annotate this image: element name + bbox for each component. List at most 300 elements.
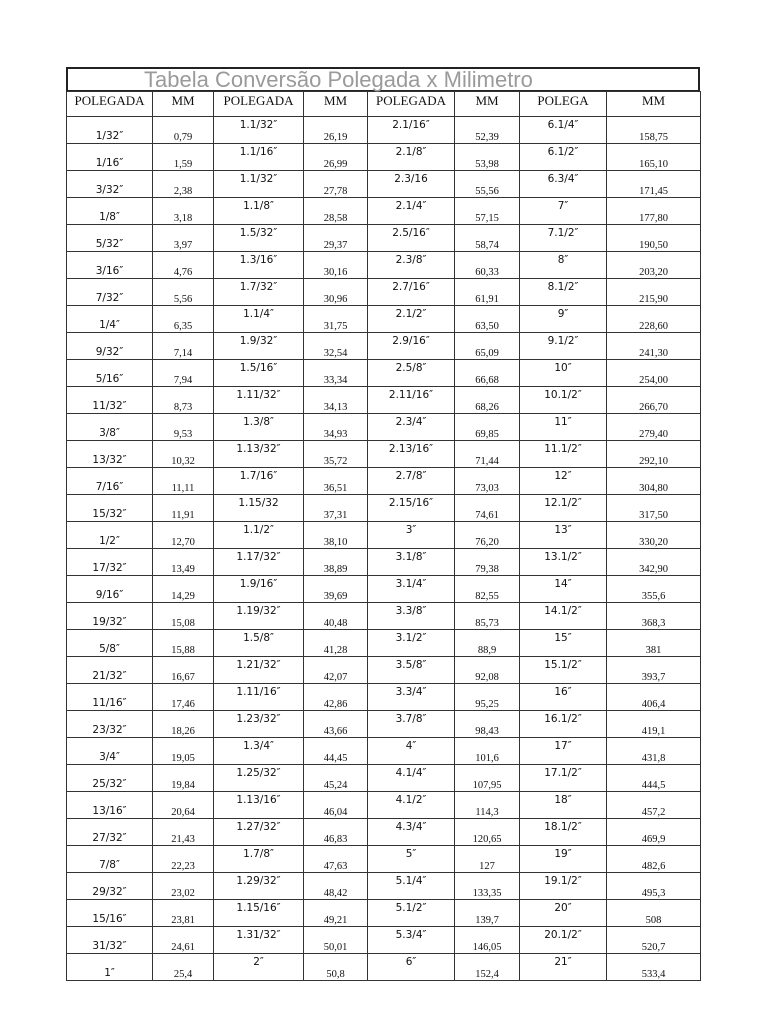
inch-cell: 19/32″: [67, 603, 153, 630]
mm-cell: 11,11: [153, 468, 214, 495]
mm-cell: 28,58: [304, 198, 368, 225]
mm-cell: 18,26: [153, 711, 214, 738]
mm-cell: 431,8: [607, 738, 701, 765]
mm-cell: 146,05: [455, 927, 520, 954]
table-row: [67, 846, 701, 873]
inch-cell: 1/2″: [67, 522, 153, 549]
mm-cell: 50,01: [304, 927, 368, 954]
inch-cell: 9/32″: [67, 333, 153, 360]
inch-cell: 1.1/2″: [214, 522, 304, 549]
mm-cell: 66,68: [455, 360, 520, 387]
mm-cell: 68,26: [455, 387, 520, 414]
mm-cell: 3,18: [153, 198, 214, 225]
mm-cell: 3,97: [153, 225, 214, 252]
inch-cell: 10.1/2″: [520, 387, 607, 414]
inch-cell: 7/32″: [67, 279, 153, 306]
header-row: [67, 92, 701, 117]
mm-cell: 21,43: [153, 819, 214, 846]
table-row: [67, 306, 701, 333]
inch-cell: 16.1/2″: [520, 711, 607, 738]
table-row: [67, 738, 701, 765]
mm-cell: 13,49: [153, 549, 214, 576]
mm-cell: 25,4: [153, 954, 214, 981]
inch-cell: 3.7/8″: [368, 711, 455, 738]
page-title: Tabela Conversão Polegada x Milimetro: [144, 67, 533, 92]
inch-cell: 5.1/4″: [368, 873, 455, 900]
inch-cell: 17.1/2″: [520, 765, 607, 792]
mm-cell: 368,3: [607, 603, 701, 630]
mm-cell: 33,34: [304, 360, 368, 387]
inch-cell: 7.1/2″: [520, 225, 607, 252]
inch-cell: 1.5/32″: [214, 225, 304, 252]
inch-cell: 2.1/2″: [368, 306, 455, 333]
mm-cell: 45,24: [304, 765, 368, 792]
mm-cell: 61,91: [455, 279, 520, 306]
mm-cell: 444,5: [607, 765, 701, 792]
mm-cell: 38,89: [304, 549, 368, 576]
inch-cell: 4.1/4″: [368, 765, 455, 792]
table-row: [67, 522, 701, 549]
inch-cell: 31/32″: [67, 927, 153, 954]
mm-cell: 133,35: [455, 873, 520, 900]
mm-cell: 43,66: [304, 711, 368, 738]
inch-cell: 13/16″: [67, 792, 153, 819]
inch-cell: 7/8″: [67, 846, 153, 873]
table-row: [67, 603, 701, 630]
inch-cell: 1/8″: [67, 198, 153, 225]
mm-cell: 42,86: [304, 684, 368, 711]
mm-cell: 40,48: [304, 603, 368, 630]
mm-cell: 127: [455, 846, 520, 873]
inch-cell: 1.1/8″: [214, 198, 304, 225]
inch-cell: 2.13/16″: [368, 441, 455, 468]
inch-cell: 1/4″: [67, 306, 153, 333]
inch-cell: 1/32″: [67, 117, 153, 144]
mm-cell: 2,38: [153, 171, 214, 198]
mm-cell: 330,20: [607, 522, 701, 549]
inch-cell: 7″: [520, 198, 607, 225]
table-row: [67, 198, 701, 225]
mm-cell: 11,91: [153, 495, 214, 522]
mm-cell: 19,05: [153, 738, 214, 765]
mm-cell: 92,08: [455, 657, 520, 684]
table-row: [67, 117, 701, 144]
mm-cell: 27,78: [304, 171, 368, 198]
inch-cell: 15″: [520, 630, 607, 657]
mm-cell: 23,81: [153, 900, 214, 927]
inch-cell: 15/32″: [67, 495, 153, 522]
inch-cell: 2.3/8″: [368, 252, 455, 279]
mm-cell: 4,76: [153, 252, 214, 279]
mm-cell: 69,85: [455, 414, 520, 441]
inch-cell: 25/32″: [67, 765, 153, 792]
mm-cell: 419,1: [607, 711, 701, 738]
mm-cell: 279,40: [607, 414, 701, 441]
mm-cell: 8,73: [153, 387, 214, 414]
inch-cell: 9/16″: [67, 576, 153, 603]
mm-cell: 74,61: [455, 495, 520, 522]
inch-cell: 21/32″: [67, 657, 153, 684]
mm-cell: 7,14: [153, 333, 214, 360]
table-row: [67, 873, 701, 900]
table-row: [67, 792, 701, 819]
inch-cell: 16″: [520, 684, 607, 711]
mm-cell: 44,45: [304, 738, 368, 765]
inch-cell: 9.1/2″: [520, 333, 607, 360]
header-cell: MM: [153, 92, 214, 117]
mm-cell: 30,16: [304, 252, 368, 279]
inch-cell: 13/32″: [67, 441, 153, 468]
mm-cell: 30,96: [304, 279, 368, 306]
mm-cell: 9,53: [153, 414, 214, 441]
mm-cell: 5,56: [153, 279, 214, 306]
table-row: [67, 252, 701, 279]
table-row: [67, 495, 701, 522]
mm-cell: 23,02: [153, 873, 214, 900]
inch-cell: 1″: [67, 954, 153, 981]
mm-cell: 304,80: [607, 468, 701, 495]
inch-cell: 1.13/32″: [214, 441, 304, 468]
mm-cell: 190,50: [607, 225, 701, 252]
inch-cell: 2.1/16″: [368, 117, 455, 144]
inch-cell: 4″: [368, 738, 455, 765]
mm-cell: 57,15: [455, 198, 520, 225]
inch-cell: 2.9/16″: [368, 333, 455, 360]
inch-cell: 4.3/4″: [368, 819, 455, 846]
inch-cell: 1/16″: [67, 144, 153, 171]
inch-cell: 3.3/4″: [368, 684, 455, 711]
mm-cell: 34,93: [304, 414, 368, 441]
table-row: [67, 144, 701, 171]
inch-cell: 2.11/16″: [368, 387, 455, 414]
mm-cell: 46,83: [304, 819, 368, 846]
inch-cell: 1.3/4″: [214, 738, 304, 765]
mm-cell: 71,44: [455, 441, 520, 468]
inch-cell: 6.3/4″: [520, 171, 607, 198]
inch-cell: 1.7/32″: [214, 279, 304, 306]
table-row: [67, 279, 701, 306]
inch-cell: 6.1/2″: [520, 144, 607, 171]
mm-cell: 533,4: [607, 954, 701, 981]
mm-cell: 171,45: [607, 171, 701, 198]
mm-cell: 42,07: [304, 657, 368, 684]
inch-cell: 1.13/16″: [214, 792, 304, 819]
inch-cell: 9″: [520, 306, 607, 333]
mm-cell: 38,10: [304, 522, 368, 549]
mm-cell: 7,94: [153, 360, 214, 387]
mm-cell: 76,20: [455, 522, 520, 549]
table-row: [67, 549, 701, 576]
mm-cell: 52,39: [455, 117, 520, 144]
inch-cell: 1.25/32″: [214, 765, 304, 792]
mm-cell: 31,75: [304, 306, 368, 333]
mm-cell: 55,56: [455, 171, 520, 198]
inch-cell: 10″: [520, 360, 607, 387]
inch-cell: 1.15/16″: [214, 900, 304, 927]
mm-cell: 98,43: [455, 711, 520, 738]
inch-cell: 1.7/8″: [214, 846, 304, 873]
inch-cell: 11.1/2″: [520, 441, 607, 468]
inch-cell: 15/16″: [67, 900, 153, 927]
inch-cell: 13.1/2″: [520, 549, 607, 576]
inch-cell: 4.1/2″: [368, 792, 455, 819]
table-row: [67, 684, 701, 711]
inch-cell: 12.1/2″: [520, 495, 607, 522]
mm-cell: 29,37: [304, 225, 368, 252]
mm-cell: 20,64: [153, 792, 214, 819]
inch-cell: 2.1/8″: [368, 144, 455, 171]
inch-cell: 8″: [520, 252, 607, 279]
mm-cell: 120,65: [455, 819, 520, 846]
table-row: [67, 819, 701, 846]
mm-cell: 1,59: [153, 144, 214, 171]
mm-cell: 158,75: [607, 117, 701, 144]
mm-cell: 41,28: [304, 630, 368, 657]
table-row: [67, 360, 701, 387]
header-cell: POLEGADA: [214, 92, 304, 117]
header-cell: MM: [304, 92, 368, 117]
mm-cell: 82,55: [455, 576, 520, 603]
table-row: [67, 927, 701, 954]
mm-cell: 14,29: [153, 576, 214, 603]
inch-cell: 3.5/8″: [368, 657, 455, 684]
header-cell: POLEGA: [520, 92, 607, 117]
inch-cell: 3/16″: [67, 252, 153, 279]
inch-cell: 1.3/16″: [214, 252, 304, 279]
table-row: [67, 468, 701, 495]
inch-cell: 3″: [368, 522, 455, 549]
mm-cell: 457,2: [607, 792, 701, 819]
mm-cell: 228,60: [607, 306, 701, 333]
inch-cell: 17″: [520, 738, 607, 765]
table-row: [67, 441, 701, 468]
mm-cell: 152,4: [455, 954, 520, 981]
mm-cell: 508: [607, 900, 701, 927]
inch-cell: 2.15/16″: [368, 495, 455, 522]
inch-cell: 3.1/2″: [368, 630, 455, 657]
inch-cell: 11/16″: [67, 684, 153, 711]
mm-cell: 26,99: [304, 144, 368, 171]
inch-cell: 2.1/4″: [368, 198, 455, 225]
mm-cell: 95,25: [455, 684, 520, 711]
inch-cell: 11/32″: [67, 387, 153, 414]
header-cell: MM: [455, 92, 520, 117]
mm-cell: 520,7: [607, 927, 701, 954]
inch-cell: 1.1/16″: [214, 144, 304, 171]
inch-cell: 2″: [214, 954, 304, 981]
table-row: [67, 171, 701, 198]
inch-cell: 2.5/8″: [368, 360, 455, 387]
inch-cell: 3/32″: [67, 171, 153, 198]
conversion-table: [66, 91, 701, 981]
inch-cell: 20.1/2″: [520, 927, 607, 954]
conversion-sheet: [66, 67, 700, 981]
mm-cell: 85,73: [455, 603, 520, 630]
mm-cell: 10,32: [153, 441, 214, 468]
inch-cell: 3.1/8″: [368, 549, 455, 576]
inch-cell: 2.5/16″: [368, 225, 455, 252]
mm-cell: 203,20: [607, 252, 701, 279]
inch-cell: 3/8″: [67, 414, 153, 441]
inch-cell: 14.1/2″: [520, 603, 607, 630]
mm-cell: 406,4: [607, 684, 701, 711]
table-row: [67, 954, 701, 981]
inch-cell: 1.3/8″: [214, 414, 304, 441]
table-row: [67, 630, 701, 657]
table-row: [67, 711, 701, 738]
mm-cell: 165,10: [607, 144, 701, 171]
inch-cell: 2.3/16: [368, 171, 455, 198]
table-row: [67, 765, 701, 792]
inch-cell: 2.3/4″: [368, 414, 455, 441]
inch-cell: 19.1/2″: [520, 873, 607, 900]
inch-cell: 18″: [520, 792, 607, 819]
mm-cell: 16,67: [153, 657, 214, 684]
inch-cell: 1.19/32″: [214, 603, 304, 630]
inch-cell: 5/8″: [67, 630, 153, 657]
inch-cell: 1.1/4″: [214, 306, 304, 333]
inch-cell: 3.3/8″: [368, 603, 455, 630]
table-row: [67, 225, 701, 252]
mm-cell: 254,00: [607, 360, 701, 387]
inch-cell: 27/32″: [67, 819, 153, 846]
mm-cell: 65,09: [455, 333, 520, 360]
inch-cell: 5/32″: [67, 225, 153, 252]
inch-cell: 1.11/16″: [214, 684, 304, 711]
inch-cell: 2.7/16″: [368, 279, 455, 306]
table-row: [67, 900, 701, 927]
mm-cell: 32,54: [304, 333, 368, 360]
mm-cell: 342,90: [607, 549, 701, 576]
mm-cell: 60,33: [455, 252, 520, 279]
title-box: [66, 67, 700, 91]
inch-cell: 1.31/32″: [214, 927, 304, 954]
mm-cell: 241,30: [607, 333, 701, 360]
mm-cell: 63,50: [455, 306, 520, 333]
mm-cell: 37,31: [304, 495, 368, 522]
inch-cell: 23/32″: [67, 711, 153, 738]
inch-cell: 15.1/2″: [520, 657, 607, 684]
mm-cell: 15,88: [153, 630, 214, 657]
inch-cell: 1.9/32″: [214, 333, 304, 360]
inch-cell: 5″: [368, 846, 455, 873]
mm-cell: 6,35: [153, 306, 214, 333]
inch-cell: 29/32″: [67, 873, 153, 900]
mm-cell: 292,10: [607, 441, 701, 468]
mm-cell: 114,3: [455, 792, 520, 819]
mm-cell: 266,70: [607, 387, 701, 414]
inch-cell: 2.7/8″: [368, 468, 455, 495]
mm-cell: 50,8: [304, 954, 368, 981]
mm-cell: 355,6: [607, 576, 701, 603]
mm-cell: 39,69: [304, 576, 368, 603]
mm-cell: 47,63: [304, 846, 368, 873]
inch-cell: 1.17/32″: [214, 549, 304, 576]
header-cell: MM: [607, 92, 701, 117]
mm-cell: 139,7: [455, 900, 520, 927]
mm-cell: 101,6: [455, 738, 520, 765]
inch-cell: 20″: [520, 900, 607, 927]
table-body: [67, 117, 701, 981]
inch-cell: 1.7/16″: [214, 468, 304, 495]
mm-cell: 215,90: [607, 279, 701, 306]
inch-cell: 1.1/32″: [214, 171, 304, 198]
mm-cell: 317,50: [607, 495, 701, 522]
mm-cell: 73,03: [455, 468, 520, 495]
inch-cell: 1.9/16″: [214, 576, 304, 603]
mm-cell: 36,51: [304, 468, 368, 495]
header-cell: POLEGADA: [67, 92, 153, 117]
mm-cell: 495,3: [607, 873, 701, 900]
inch-cell: 3/4″: [67, 738, 153, 765]
mm-cell: 53,98: [455, 144, 520, 171]
mm-cell: 46,04: [304, 792, 368, 819]
inch-cell: 1.23/32″: [214, 711, 304, 738]
table-row: [67, 333, 701, 360]
mm-cell: 107,95: [455, 765, 520, 792]
mm-cell: 35,72: [304, 441, 368, 468]
mm-cell: 58,74: [455, 225, 520, 252]
mm-cell: 34,13: [304, 387, 368, 414]
inch-cell: 1.1/32″: [214, 117, 304, 144]
inch-cell: 17/32″: [67, 549, 153, 576]
inch-cell: 5/16″: [67, 360, 153, 387]
inch-cell: 1.15/32: [214, 495, 304, 522]
inch-cell: 8.1/2″: [520, 279, 607, 306]
mm-cell: 48,42: [304, 873, 368, 900]
inch-cell: 3.1/4″: [368, 576, 455, 603]
inch-cell: 1.27/32″: [214, 819, 304, 846]
inch-cell: 1.11/32″: [214, 387, 304, 414]
mm-cell: 393,7: [607, 657, 701, 684]
inch-cell: 11″: [520, 414, 607, 441]
mm-cell: 26,19: [304, 117, 368, 144]
inch-cell: 18.1/2″: [520, 819, 607, 846]
mm-cell: 381: [607, 630, 701, 657]
inch-cell: 1.5/8″: [214, 630, 304, 657]
mm-cell: 88,9: [455, 630, 520, 657]
mm-cell: 177,80: [607, 198, 701, 225]
mm-cell: 12,70: [153, 522, 214, 549]
mm-cell: 17,46: [153, 684, 214, 711]
inch-cell: 14″: [520, 576, 607, 603]
mm-cell: 0,79: [153, 117, 214, 144]
mm-cell: 22,23: [153, 846, 214, 873]
table-row: [67, 387, 701, 414]
table-row: [67, 576, 701, 603]
mm-cell: 49,21: [304, 900, 368, 927]
inch-cell: 21″: [520, 954, 607, 981]
inch-cell: 12″: [520, 468, 607, 495]
mm-cell: 79,38: [455, 549, 520, 576]
inch-cell: 6″: [368, 954, 455, 981]
inch-cell: 19″: [520, 846, 607, 873]
mm-cell: 15,08: [153, 603, 214, 630]
mm-cell: 482,6: [607, 846, 701, 873]
mm-cell: 24,61: [153, 927, 214, 954]
inch-cell: 5.3/4″: [368, 927, 455, 954]
inch-cell: 13″: [520, 522, 607, 549]
table-row: [67, 414, 701, 441]
mm-cell: 469,9: [607, 819, 701, 846]
table-row: [67, 657, 701, 684]
inch-cell: 1.5/16″: [214, 360, 304, 387]
inch-cell: 1.29/32″: [214, 873, 304, 900]
inch-cell: 5.1/2″: [368, 900, 455, 927]
inch-cell: 1.21/32″: [214, 657, 304, 684]
header-cell: POLEGADA: [368, 92, 455, 117]
inch-cell: 7/16″: [67, 468, 153, 495]
